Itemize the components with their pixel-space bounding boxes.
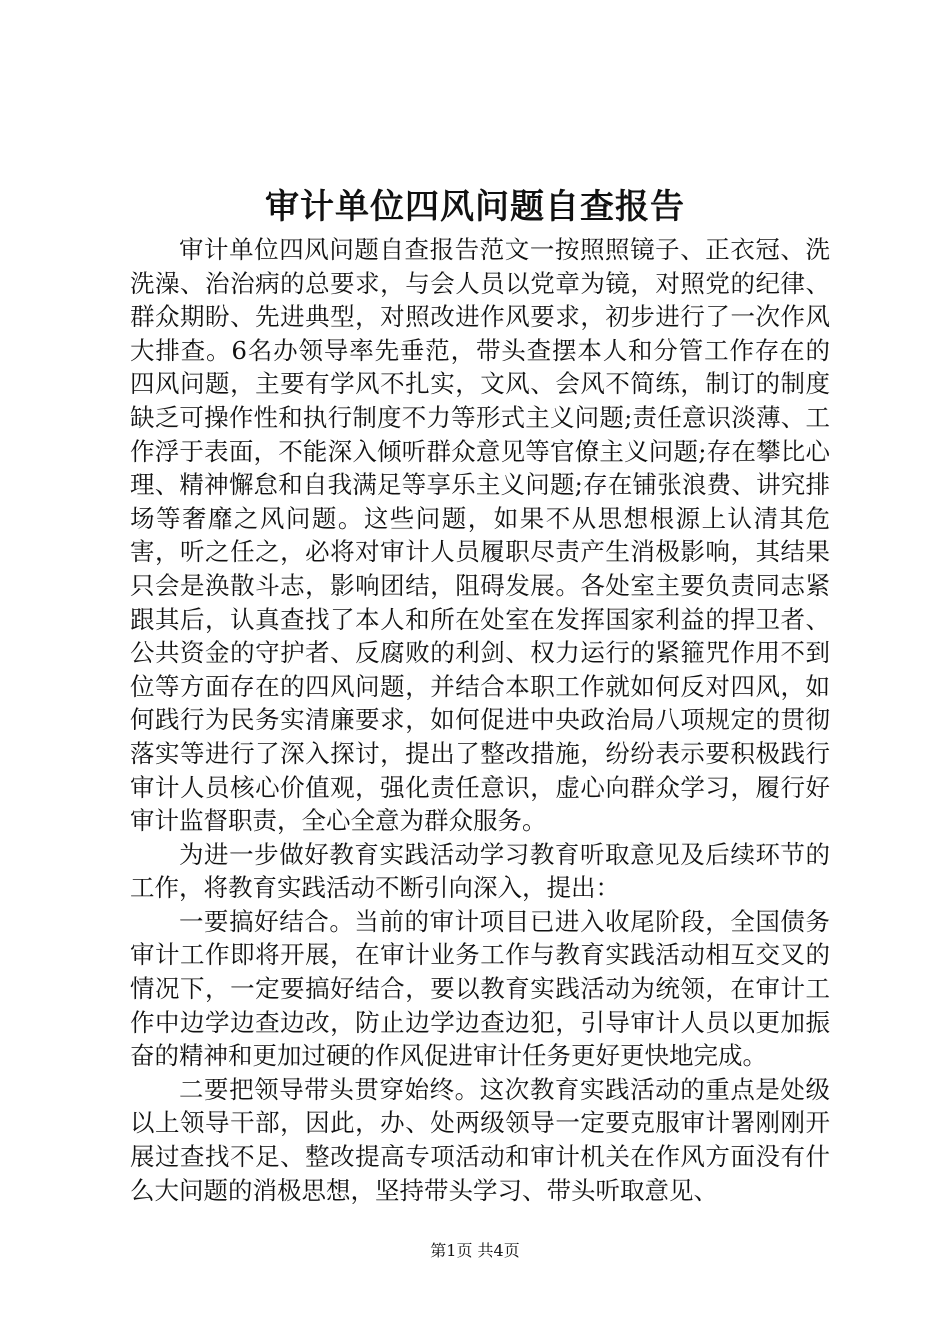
paragraph: 二要把领导带头贯穿始终。这次教育实践活动的重点是处级以上领导干部，因此，办、处两级领导一定要克服审计署刚刚开展过查找不足、整改提高专项活动和审计机关在作风方面没有什么大问题的消极思想，坚持带头学习、带头听取意见、 (130, 1074, 830, 1205)
paragraph: 一要搞好结合。当前的审计项目已进入收尾阶段，全国债务审计工作即将开展，在审计业务工作与教育实践活动相互交叉的情况下，一定要搞好结合，要以教育实践活动为统领，在审计工作中边学边查边改，防止边学边查边犯，引导审计人员以更加振奋的精神和更加过硬的作风促进审计任务更好更快地完成。 (130, 906, 830, 1071)
page-number-footer: 第1页 共4页 (430, 1241, 520, 1260)
document-title: 审计单位四风问题自查报告 (265, 187, 685, 227)
paragraph: 为进一步做好教育实践活动学习教育听取意见及后续环节的工作，将教育实践活动不断引向深入，提出： (130, 839, 830, 903)
document-body (130, 233, 830, 1207)
paragraph: 审计单位四风问题自查报告范文一按照照镜子、正衣冠、洗洗澡、治治病的总要求，与会人员以党章为镜，对照党的纪律、群众期盼、先进典型，对照改进作风要求，初步进行了一次作风大排查。6名办领导率先垂范，带头查摆本人和分管工作存在的四风问题，主要有学风不扎实，文风、会风不简练，制订的制度缺乏可操作性和执行制度不力等形式主义问题;责任意识淡薄、工作浮于表面，不能深入倾听群众意见等官僚主义问题;存在攀比心理、精神懈怠和自我满足等享乐主义问题;存在铺张浪费、讲究排场等奢靡之风问题。这些问题，如果不从思想根源上认清其危害，听之任之，必将对审计人员履职尽责产生消极影响，其结果只会是涣散斗志，影响团结，阻碍发展。各处室主要负责同志紧跟其后，认真查找了本人和所在处室在发挥国家利益的捍卫者、公共资金的守护者、反腐败的利剑、权力运行的紧箍咒作用不到位等方面存在的四风问题，并结合本职工作就如何反对四风，如何践行为民务实清廉要求，如何促进中央政治局八项规定的贯彻落实等进行了深入探讨，提出了整改措施，纷纷表示要积极践行审计人员核心价值观，强化责任意识，虚心向群众学习，履行好审计监督职责，全心全意为群众服务。 (130, 235, 830, 836)
